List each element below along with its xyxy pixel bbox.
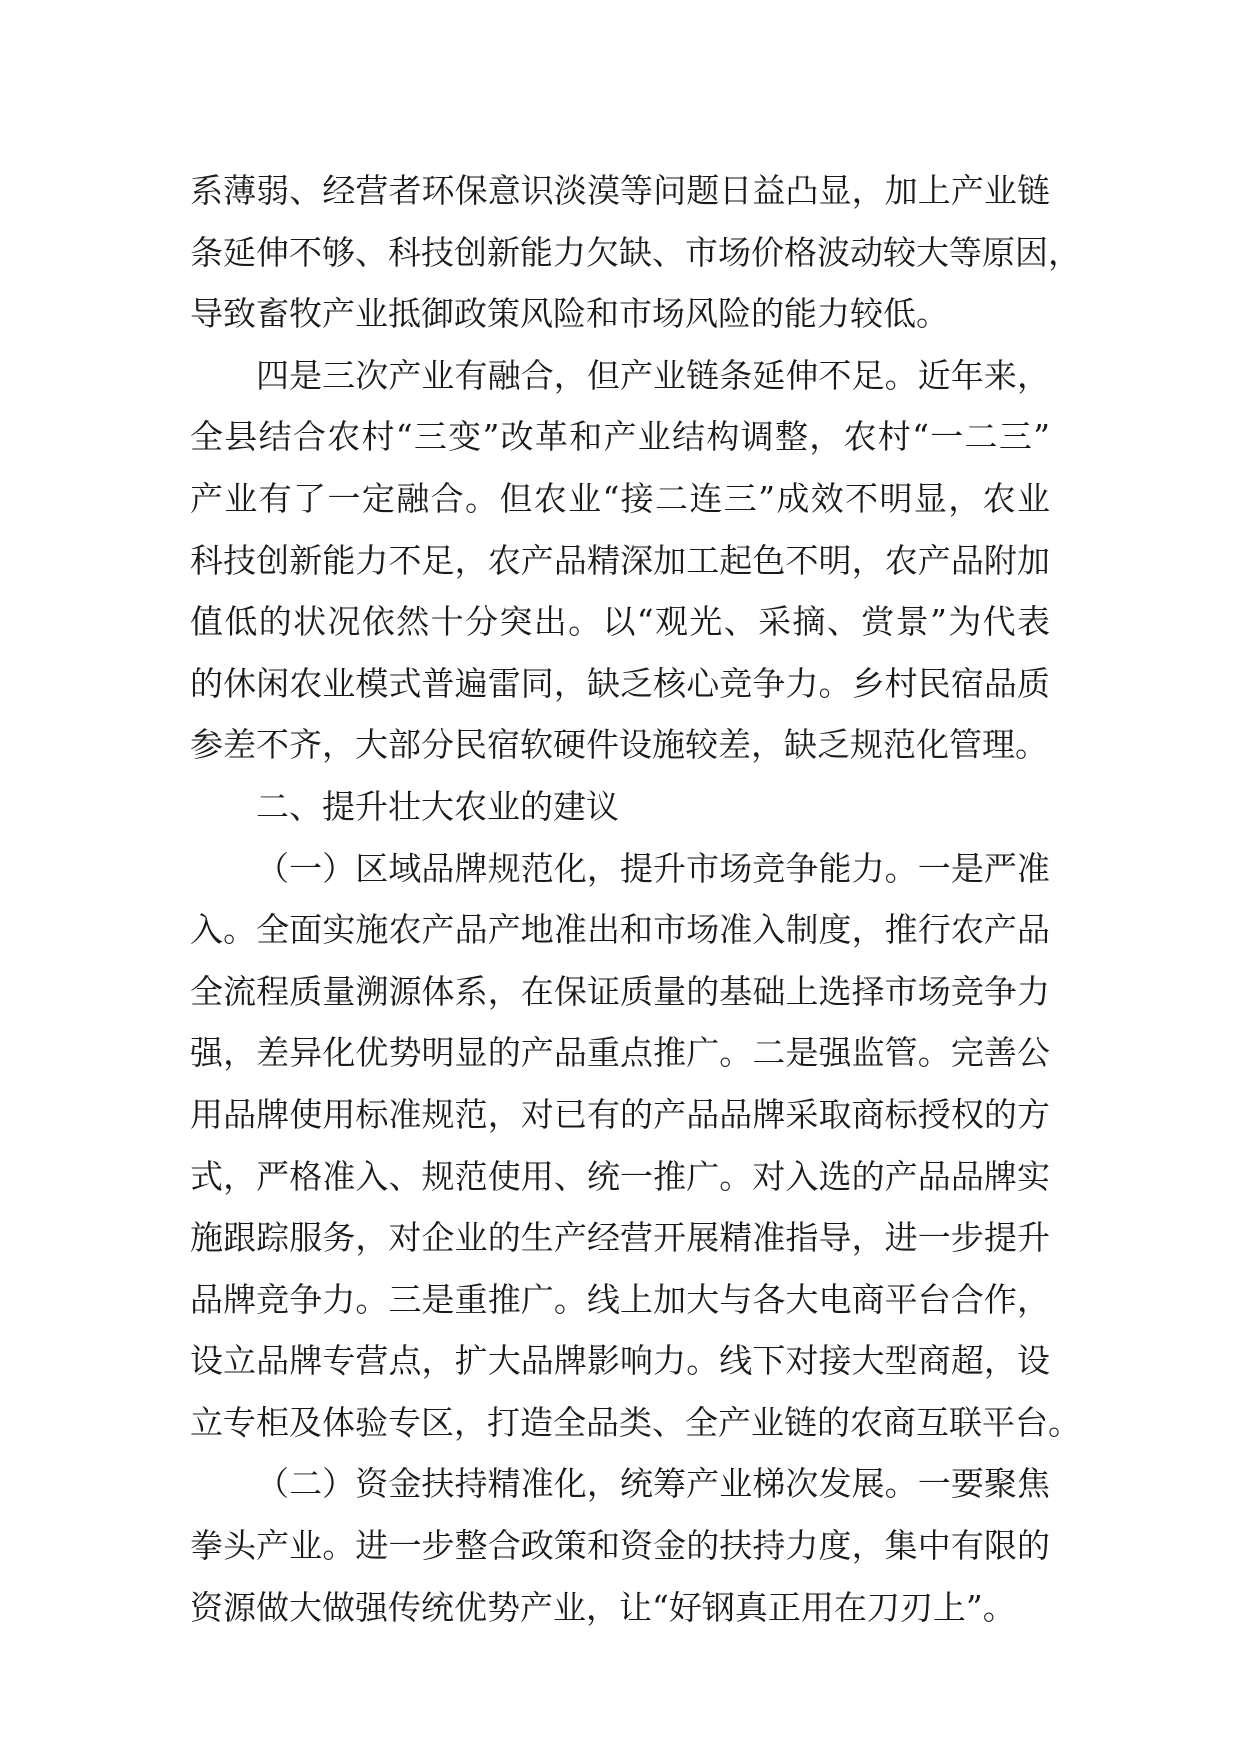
- text-line: 导致畜牧产业抵御政策风险和市场风险的能力较低。: [190, 294, 949, 334]
- text-line: 入。全面实施农产品产地准出和市场准入制度，推行农产品: [190, 910, 1050, 950]
- text-line: 设立品牌专营点，扩大品牌影响力。线下对接大型商超，设: [190, 1341, 1050, 1381]
- text-line: 施跟踪服务，对企业的生产经营开展精准指导，进一步提升: [190, 1218, 1050, 1258]
- body-text: [190, 160, 1081, 1638]
- text-line: （二）资金扶持精准化，统筹产业梯次发展。一要聚焦: [256, 1464, 1050, 1504]
- text-line: 资源做大做强传统优势产业，让“好钢真正用在刀刃上”。: [190, 1587, 1016, 1627]
- text-line: 四是三次产业有融合，但产业链条延伸不足。近年来，: [256, 355, 1050, 395]
- text-line: 产业有了一定融合。但农业“接二连三”成效不明显，农业: [190, 478, 1050, 518]
- text-line: 全县结合农村“三变”改革和产业结构调整，农村“一二三”: [190, 417, 1050, 457]
- text-line: 系薄弱、经营者环保意识淡漠等问题日益凸显，加上产业链: [190, 171, 1050, 210]
- text-line: 式，严格准入、规范使用、统一推广。对入选的产品品牌实: [190, 1156, 1050, 1196]
- text-line: 值低的状况依然十分突出。以“观光、采摘、赏景”为代表: [190, 602, 1050, 642]
- text-line: 条延伸不够、科技创新能力欠缺、市场价格波动较大等原因，: [190, 232, 1081, 272]
- text-line: 立专柜及体验专区，打造全品类、全产业链的农商互联平台。: [190, 1402, 1081, 1442]
- text-line: 二、提升壮大农业的建议: [256, 786, 619, 826]
- text-line: 拳头产业。进一步整合政策和资金的扶持力度，集中有限的: [190, 1526, 1050, 1566]
- text-line: 强，差异化优势明显的产品重点推广。二是强监管。完善公: [190, 1033, 1050, 1073]
- text-line: 的休闲农业模式普遍雷同，缺乏核心竞争力。乡村民宿品质: [190, 663, 1050, 703]
- text-line: 参差不齐，大部分民宿软硬件设施较差，缺乏规范化管理。: [190, 725, 1048, 765]
- text-line: 用品牌使用标准规范，对已有的产品品牌采取商标授权的方: [190, 1094, 1050, 1134]
- text-line: （一）区域品牌规范化，提升市场竞争能力。一是严准: [256, 848, 1050, 888]
- text-line: 科技创新能力不足，农产品精深加工起色不明，农产品附加: [190, 540, 1050, 580]
- text-line: 品牌竞争力。三是重推广。线上加大与各大电商平台合作，: [190, 1279, 1050, 1319]
- text-line: 全流程质量溯源体系，在保证质量的基础上选择市场竞争力: [190, 971, 1050, 1011]
